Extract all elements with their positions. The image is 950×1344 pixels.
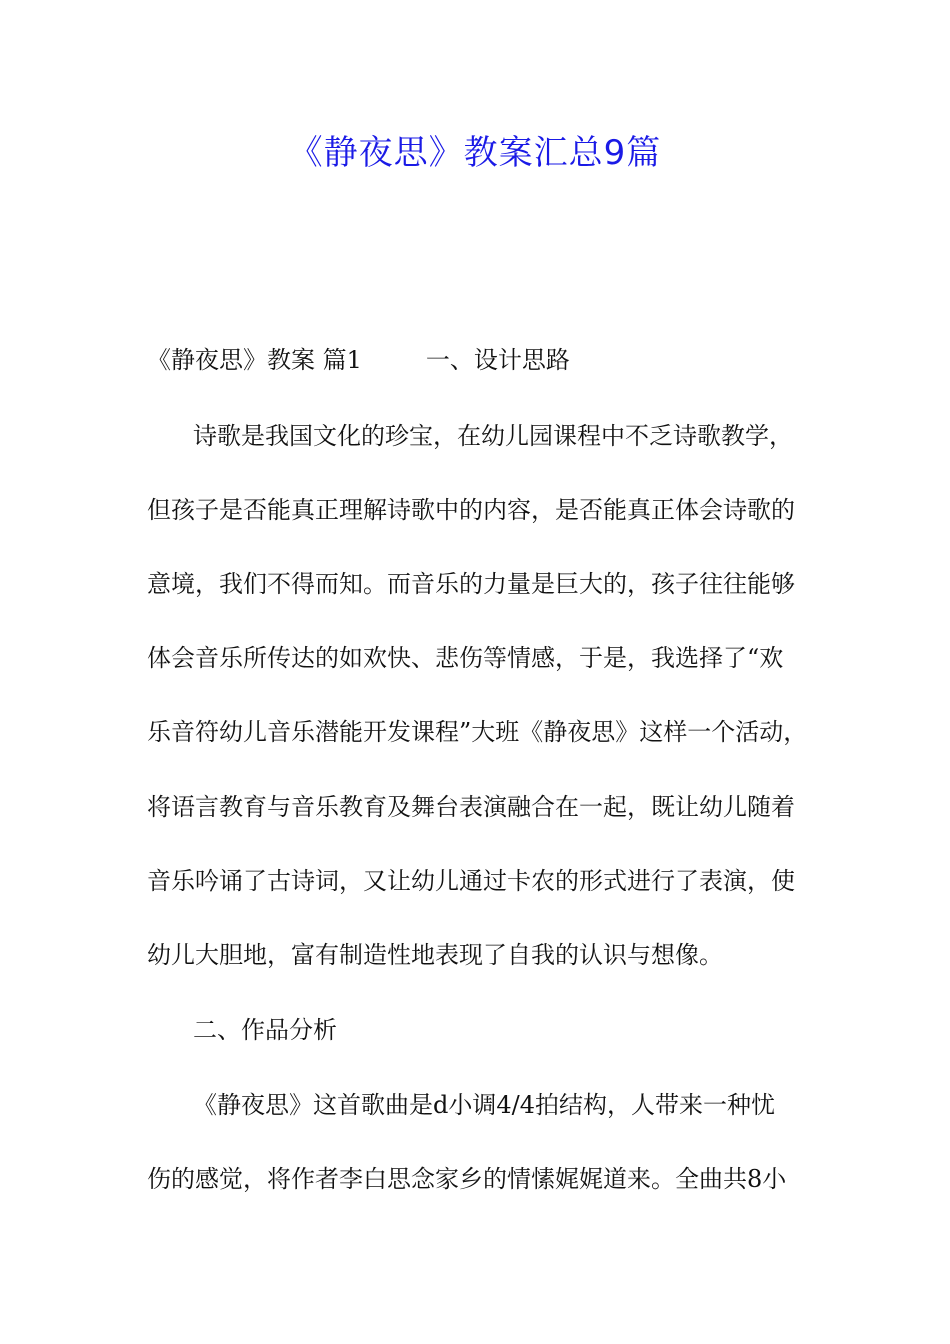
section-heading-work-analysis: 二、作品分析 <box>193 1016 337 1044</box>
paragraph-line: 幼儿大胆地，富有制造性地表现了自我的认识与想像。 <box>147 941 723 969</box>
paragraph-line: 意境，我们不得而知。而音乐的力量是巨大的，孩子往往能够 <box>147 570 795 598</box>
lesson-plan-label: 《静夜思》教案 篇1 <box>147 346 362 374</box>
paragraph-line: 乐音符幼儿音乐潜能开发课程”大班《静夜思》这样一个活动， <box>147 718 808 746</box>
paragraph-line: 将语言教育与音乐教育及舞台表演融合在一起，既让幼儿随着 <box>147 793 795 821</box>
paragraph-line: 音乐吟诵了古诗词，又让幼儿通过卡农的形式进行了表演，使 <box>147 867 795 895</box>
paragraph-line: 《静夜思》这首歌曲是d小调4/4拍结构，人带来一种忧 <box>193 1091 775 1119</box>
paragraph-line: 伤的感觉，将作者李白思念家乡的情愫娓娓道来。全曲共8小 <box>147 1165 787 1193</box>
document-title: 《静夜思》教案汇总9篇 <box>288 133 662 173</box>
paragraph-line: 诗歌是我国文化的珍宝，在幼儿园课程中不乏诗歌教学， <box>193 422 793 450</box>
paragraph-line: 体会音乐所传达的如欢快、悲伤等情感，于是，我选择了“欢 <box>147 644 784 672</box>
section-heading <box>147 343 570 377</box>
paragraph-line: 但孩子是否能真正理解诗歌中的内容，是否能真正体会诗歌的 <box>147 496 795 524</box>
subheading-design-ideas: 一、设计思路 <box>425 346 570 374</box>
